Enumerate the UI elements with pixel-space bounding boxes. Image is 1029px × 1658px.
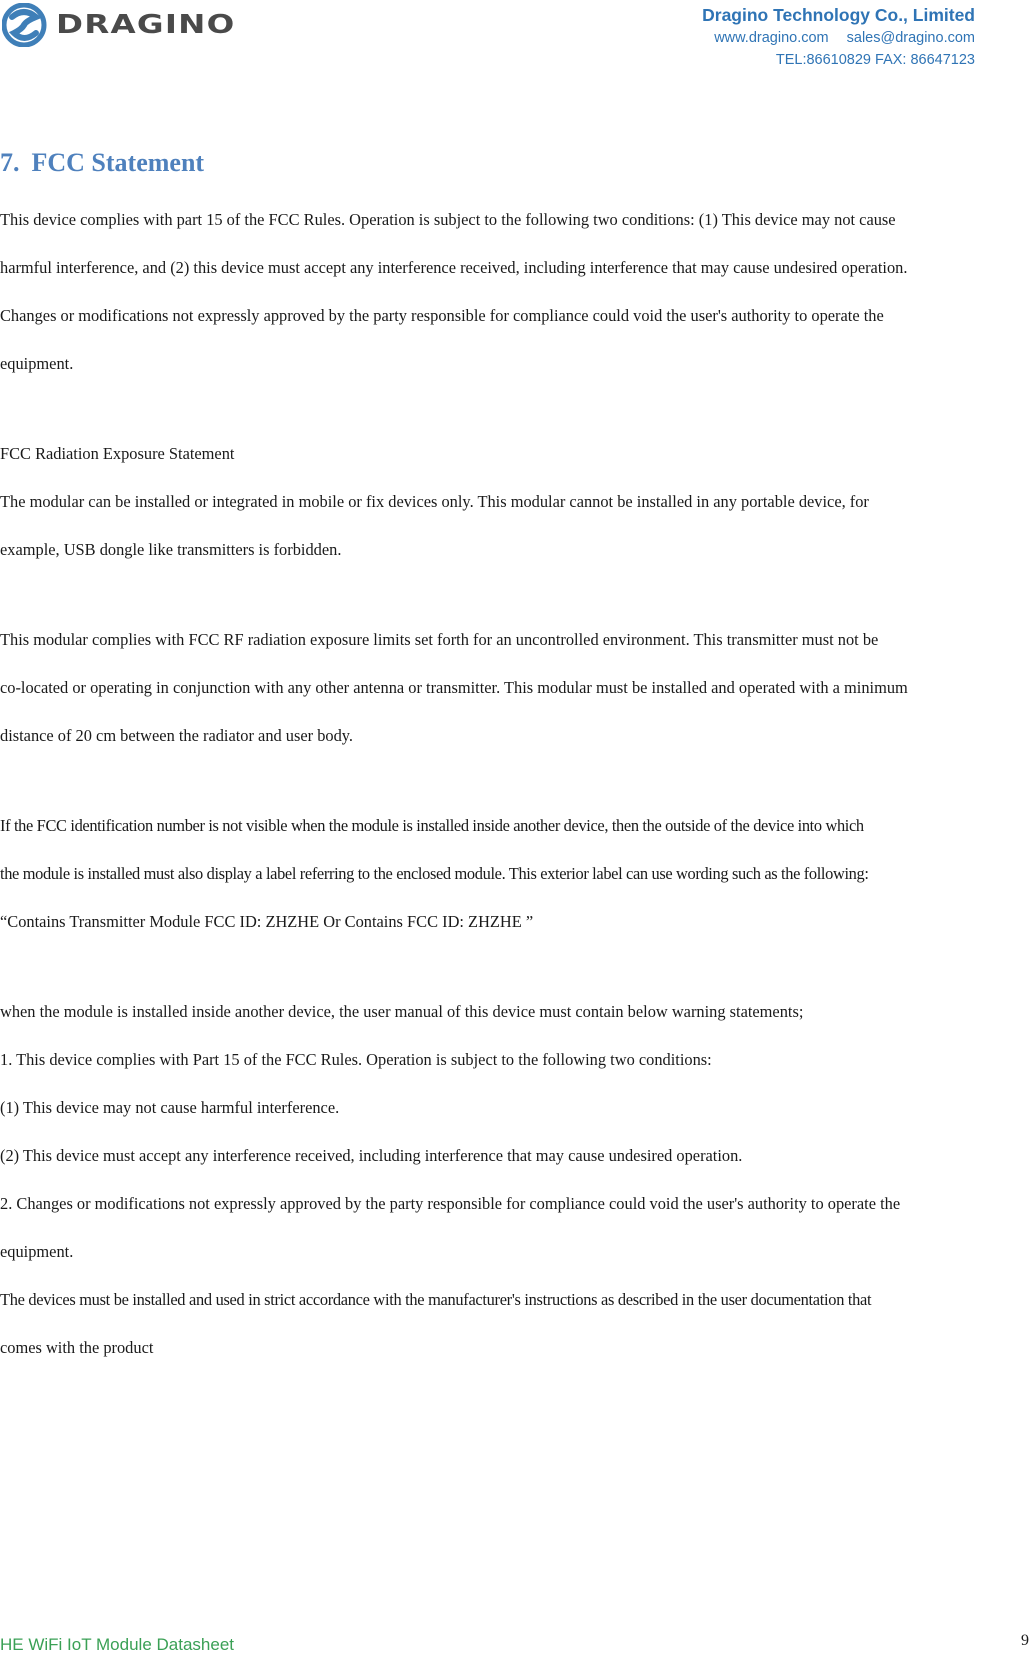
text-line: 2. Changes or modifications not expressly approved by the party responsible for compliance could void the user's authority to operate the [0,1194,901,1213]
footer-document-title: HE WiFi IoT Module Datasheet [0,1635,234,1654]
text-line: If the FCC identification number is not visible when the module is installed inside another device, then the outside of the device into which [0,816,864,835]
dragino-logo-icon [2,3,48,47]
text-line: The devices must be installed and used in strict accordance with the manufacturer's instructions as described in the user documentation that [0,1290,872,1309]
section-title-text: FCC Statement [31,148,205,177]
company-contact-line [702,27,975,49]
radiation-exposure-heading: FCC Radiation Exposure Statement [0,444,235,463]
text-line: comes with the product [0,1338,154,1357]
paragraph-rf-limits [0,628,1026,748]
text-line: when the module is installed inside another device, the user manual of this device must contain below warning statements; [0,1002,804,1021]
text-line: This modular complies with FCC RF radiation exposure limits set forth for an uncontrolled environment. This transmitter must not be [0,630,879,649]
company-phone-fax: TEL:86610829 FAX: 86647123 [775,52,975,68]
company-info [702,3,975,71]
paragraph-user-manual-warnings [0,1000,1026,1360]
text-line: equipment. [0,1242,74,1261]
company-website-link[interactable]: www.dragino.com [714,30,829,46]
text-line: equipment. [0,354,74,373]
paragraph-fcc-id-label [0,814,1026,934]
text-line: Changes or modifications not expressly approved by the party responsible for compliance could void the user's authority to operate the [0,306,884,325]
text-line: harmful interference, and (2) this device must accept any interference received, including interference that may cause undesired operation. [0,258,908,277]
footer-page-number: 9 [1021,1632,1029,1649]
text-line: the module is installed must also display a label referring to the enclosed module. This exterior label can use wording such as the following: [0,864,869,883]
paragraph-radiation-exposure [0,442,1026,562]
text-line: This device complies with part 15 of the FCC Rules. Operation is subject to the following two conditions: (1) This device may not cause [0,210,896,229]
section-title [0,148,204,178]
text-line: example, USB dongle like transmitters is forbidden. [0,540,342,559]
text-line: distance of 20 cm between the radiator and user body. [0,726,354,745]
text-line: (1) This device may not cause harmful interference. [0,1098,340,1117]
section-number: 7. [0,148,20,177]
document-body [0,208,1026,1360]
logo-wordmark: DRAGINO [56,10,236,40]
paragraph-fcc-compliance [0,208,1026,376]
text-line: (2) This device must accept any interference received, including interference that may cause undesired operation. [0,1146,743,1165]
text-line: The modular can be installed or integrated in mobile or fix devices only. This modular cannot be installed in any portable device, for [0,492,869,511]
text-line: “Contains Transmitter Module FCC ID: ZHZHE Or Contains FCC ID: ZHZHE ” [0,912,534,931]
text-line: 1. This device complies with Part 15 of the FCC Rules. Operation is subject to the following two conditions: [0,1050,712,1069]
company-email-link[interactable]: sales@dragino.com [846,30,975,46]
text-line: co-located or operating in conjunction with any other antenna or transmitter. This modular must be installed and operated with a minimum [0,678,908,697]
dragino-logo [2,2,236,48]
company-name: Dragino Technology Co., Limited [702,5,975,25]
